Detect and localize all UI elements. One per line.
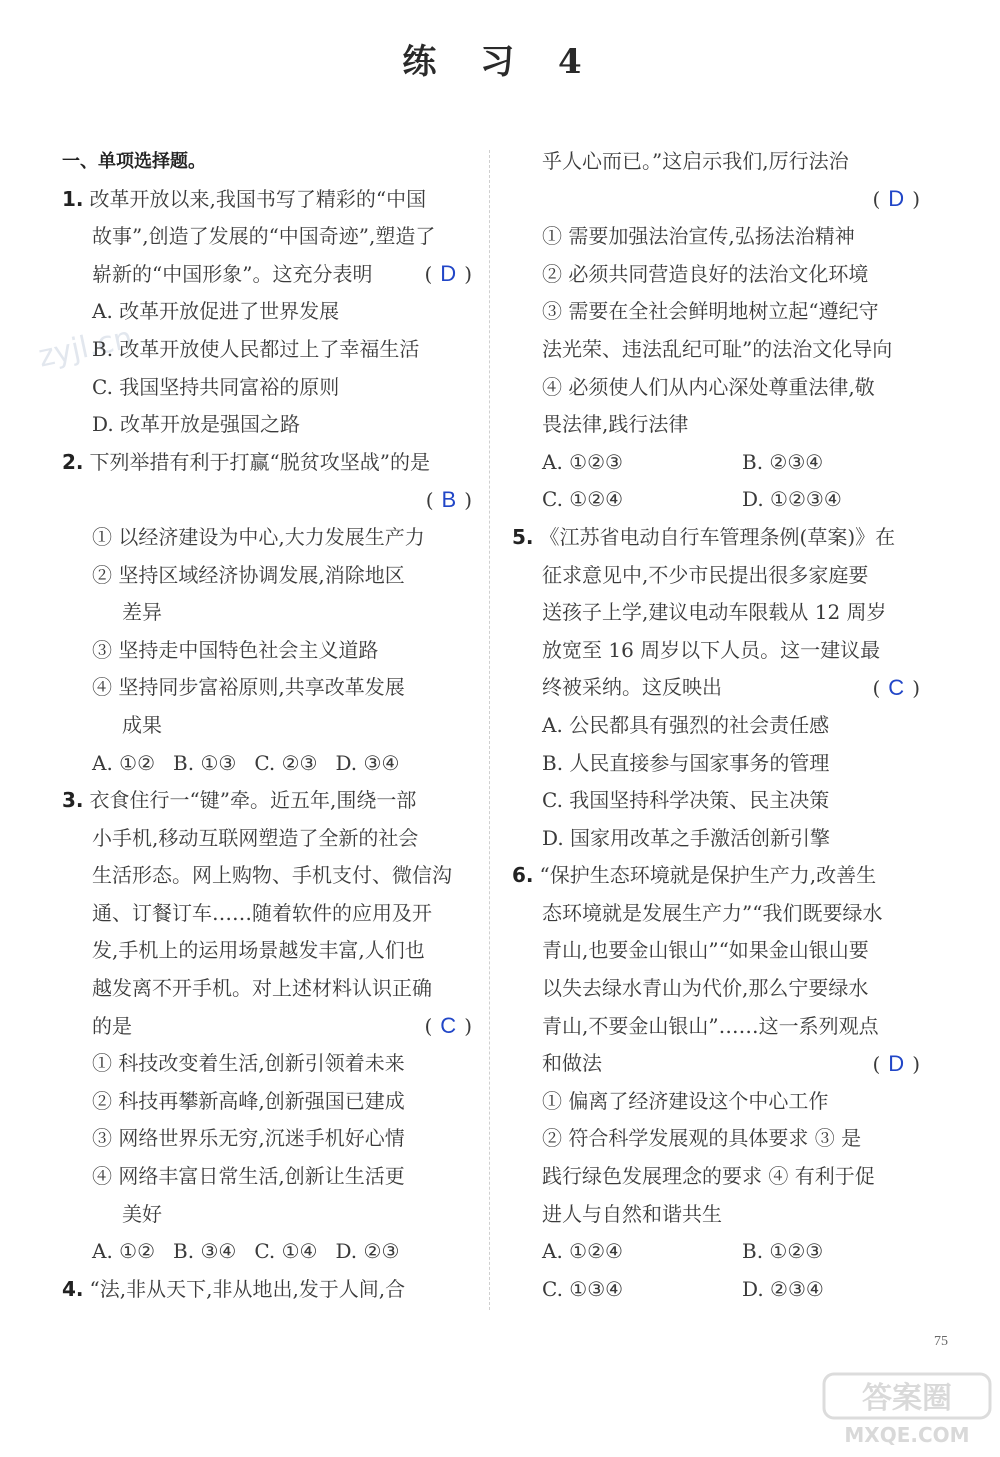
option: C. 我国坚持共同富裕的原则 [92,374,340,399]
statement-item-cont: 畏法律,践行法律 [542,412,689,437]
watermark-text: zyjl.cn [35,320,136,375]
statement-item: ④ 必须使人们从内心深处尊重法律,敬 [542,374,875,399]
option: D. ②③ [335,1239,400,1264]
option: C. ①②④ [542,487,624,512]
question-text: “法,非从天下,非从地出,发于人间,合 [89,1276,406,1301]
statement-item: ① 以经济建设为中心,大力发展生产力 [92,524,425,549]
question-number: 5. [512,524,534,549]
watermark-url: MXQE.COM [844,1423,970,1447]
option: A. ①② [92,750,156,775]
question-text: 乎人心而已。”这启示我们,厉行法治 [542,149,849,173]
answer-bracket: ( C ) [872,674,920,700]
statement-item: ② 坚持区域经济协调发展,消除地区 [92,562,405,587]
question-text: 征求意见中,不少市民提出很多家庭要 [542,562,869,587]
question-text: “保护生态环境就是保护生产力,改善生 [539,863,877,888]
answer-mark: D [888,1050,905,1076]
statement-item: ① 偏离了经济建设这个中心工作 [542,1088,829,1113]
statement-item-cont: 成果 [122,712,162,737]
option: D. ②③④ [742,1276,824,1301]
option: B. ②③④ [742,449,824,474]
statement-item: ④ 坚持同步富裕原则,共享改革发展 [92,675,405,700]
answer-bracket: ( D ) [872,186,920,212]
question-number: 6. [512,863,534,888]
answer-bracket: ( D ) [424,261,472,287]
option: C. ①④ [254,1239,318,1264]
question-text: 下列举措有利于打赢“脱贫攻坚战”的是 [89,449,430,474]
question-6 [512,857,920,1308]
option: C. ②③ [254,750,318,775]
question-text: 以失去绿水青山为代价,那么宁要绿水 [542,976,869,1001]
option: A. ①②④ [542,1239,623,1264]
column-divider [489,150,490,1310]
statement-item-cont: 法光荣、违法乱纪可耻”的法治文化导向 [542,336,893,361]
answer-mark: B [441,486,457,512]
question-text: 崭新的“中国形象”。这充分表明 [92,261,373,286]
answer-bracket: ( B ) [425,486,472,512]
answer-bracket: ( D ) [872,1050,920,1076]
answer-mark: D [440,261,457,287]
option: C. ①③④ [542,1276,624,1301]
question-text: 和做法 [542,1051,602,1076]
question-text: 生活形态。网上购物、手机支付、微信沟 [92,863,452,888]
option: B. ①②③ [742,1239,824,1264]
watermark-logo [822,1372,992,1447]
option: C. 我国坚持科学决策、民主决策 [542,788,830,813]
question-text: 终被采纳。这反映出 [542,675,722,700]
answer-mark: C [440,1013,457,1039]
question-text: 青山,不要金山银山”……这一系列观点 [542,1013,879,1038]
option: D. 改革开放是强国之路 [92,412,301,437]
statement-item: ③ 需要在全社会鲜明地树立起“遵纪守 [542,299,879,324]
question-2 [62,444,472,782]
right-column [512,143,920,1308]
question-text: 放宽至 16 周岁以下人员。这一建议最 [542,637,881,662]
page-title: 练 习 4 [402,42,598,82]
question-number: 4. [62,1276,84,1301]
statement-item: 践行绿色发展理念的要求 ④ 有利于促 [542,1164,875,1189]
question-text: 故事”,创造了发展的“中国奇迹”,塑造了 [92,224,436,249]
option: B. ③④ [173,1239,237,1264]
option: D. ③④ [335,750,400,775]
question-number: 3. [62,788,84,813]
statement-item: ① 需要加强法治宣传,弘扬法治精神 [542,224,855,249]
option: A. ①②③ [542,449,623,474]
question-5 [512,519,920,857]
question-text: 小手机,移动互联网塑造了全新的社会 [92,825,419,850]
option: B. 人民直接参与国家事务的管理 [542,750,830,775]
option: D. ①②③④ [742,487,842,512]
statement-item-cont: 美好 [122,1201,162,1226]
statement-item: ② 科技再攀新高峰,创新强国已建成 [92,1088,405,1113]
statement-item: ② 符合科学发展观的具体要求 ③ 是 [542,1126,862,1151]
question-text: 发,手机上的运用场景越发丰富,人们也 [92,938,425,963]
question-number: 1. [62,186,84,211]
answer-bracket: ( C ) [424,1013,472,1039]
question-text: 通、订餐订车……随着软件的应用及开 [92,900,432,925]
question-text: 态环境就是发展生产力”“我们既要绿水 [542,900,883,925]
statement-item: ③ 网络世界乐无穷,沉迷手机好心情 [92,1126,405,1151]
question-text: 改革开放以来,我国书写了精彩的“中国 [89,186,427,211]
option: A. 改革开放促进了世界发展 [92,299,340,324]
question-4-start [62,1271,472,1309]
question-1 [62,181,472,444]
statement-item: ① 科技改变着生活,创新引领着未来 [92,1051,405,1076]
question-number: 2. [62,449,84,474]
question-text: 青山,也要金山银山”“如果金山银山要 [542,938,869,963]
question-text: 的是 [92,1013,132,1038]
option: D. 国家用改革之手激活创新引擎 [542,825,831,850]
statement-item: ④ 网络丰富日常生活,创新让生活更 [92,1164,405,1189]
question-text: 衣食住行一“键”牵。近五年,围绕一部 [89,788,417,813]
statement-item: ③ 坚持走中国特色社会主义道路 [92,637,379,662]
option: A. 公民都具有强烈的社会责任感 [542,712,830,737]
section-heading: 一、单项选择题。 [62,151,206,172]
question-3 [62,782,472,1271]
statement-item: ② 必须共同营造良好的法治文化环境 [542,261,869,286]
left-column [62,143,472,1308]
question-4-cont [512,143,920,519]
question-text: 《江苏省电动自行车管理条例(草案)》在 [539,524,896,549]
answer-mark: D [888,186,905,212]
question-text: 越发离不开手机。对上述材料认识正确 [92,976,432,1001]
option: A. ①② [92,1239,156,1264]
option: B. ①③ [173,750,237,775]
option: B. 改革开放使人民都过上了幸福生活 [92,336,420,361]
page-number: 75 [934,1334,948,1349]
question-text: 送孩子上学,建议电动车限载从 12 周岁 [542,600,887,625]
watermark-logo-text: 答案圈 [862,1381,952,1416]
answer-mark: C [888,674,905,700]
statement-item-cont: 差异 [122,600,162,625]
statement-item: 进人与自然和谐共生 [542,1201,722,1226]
